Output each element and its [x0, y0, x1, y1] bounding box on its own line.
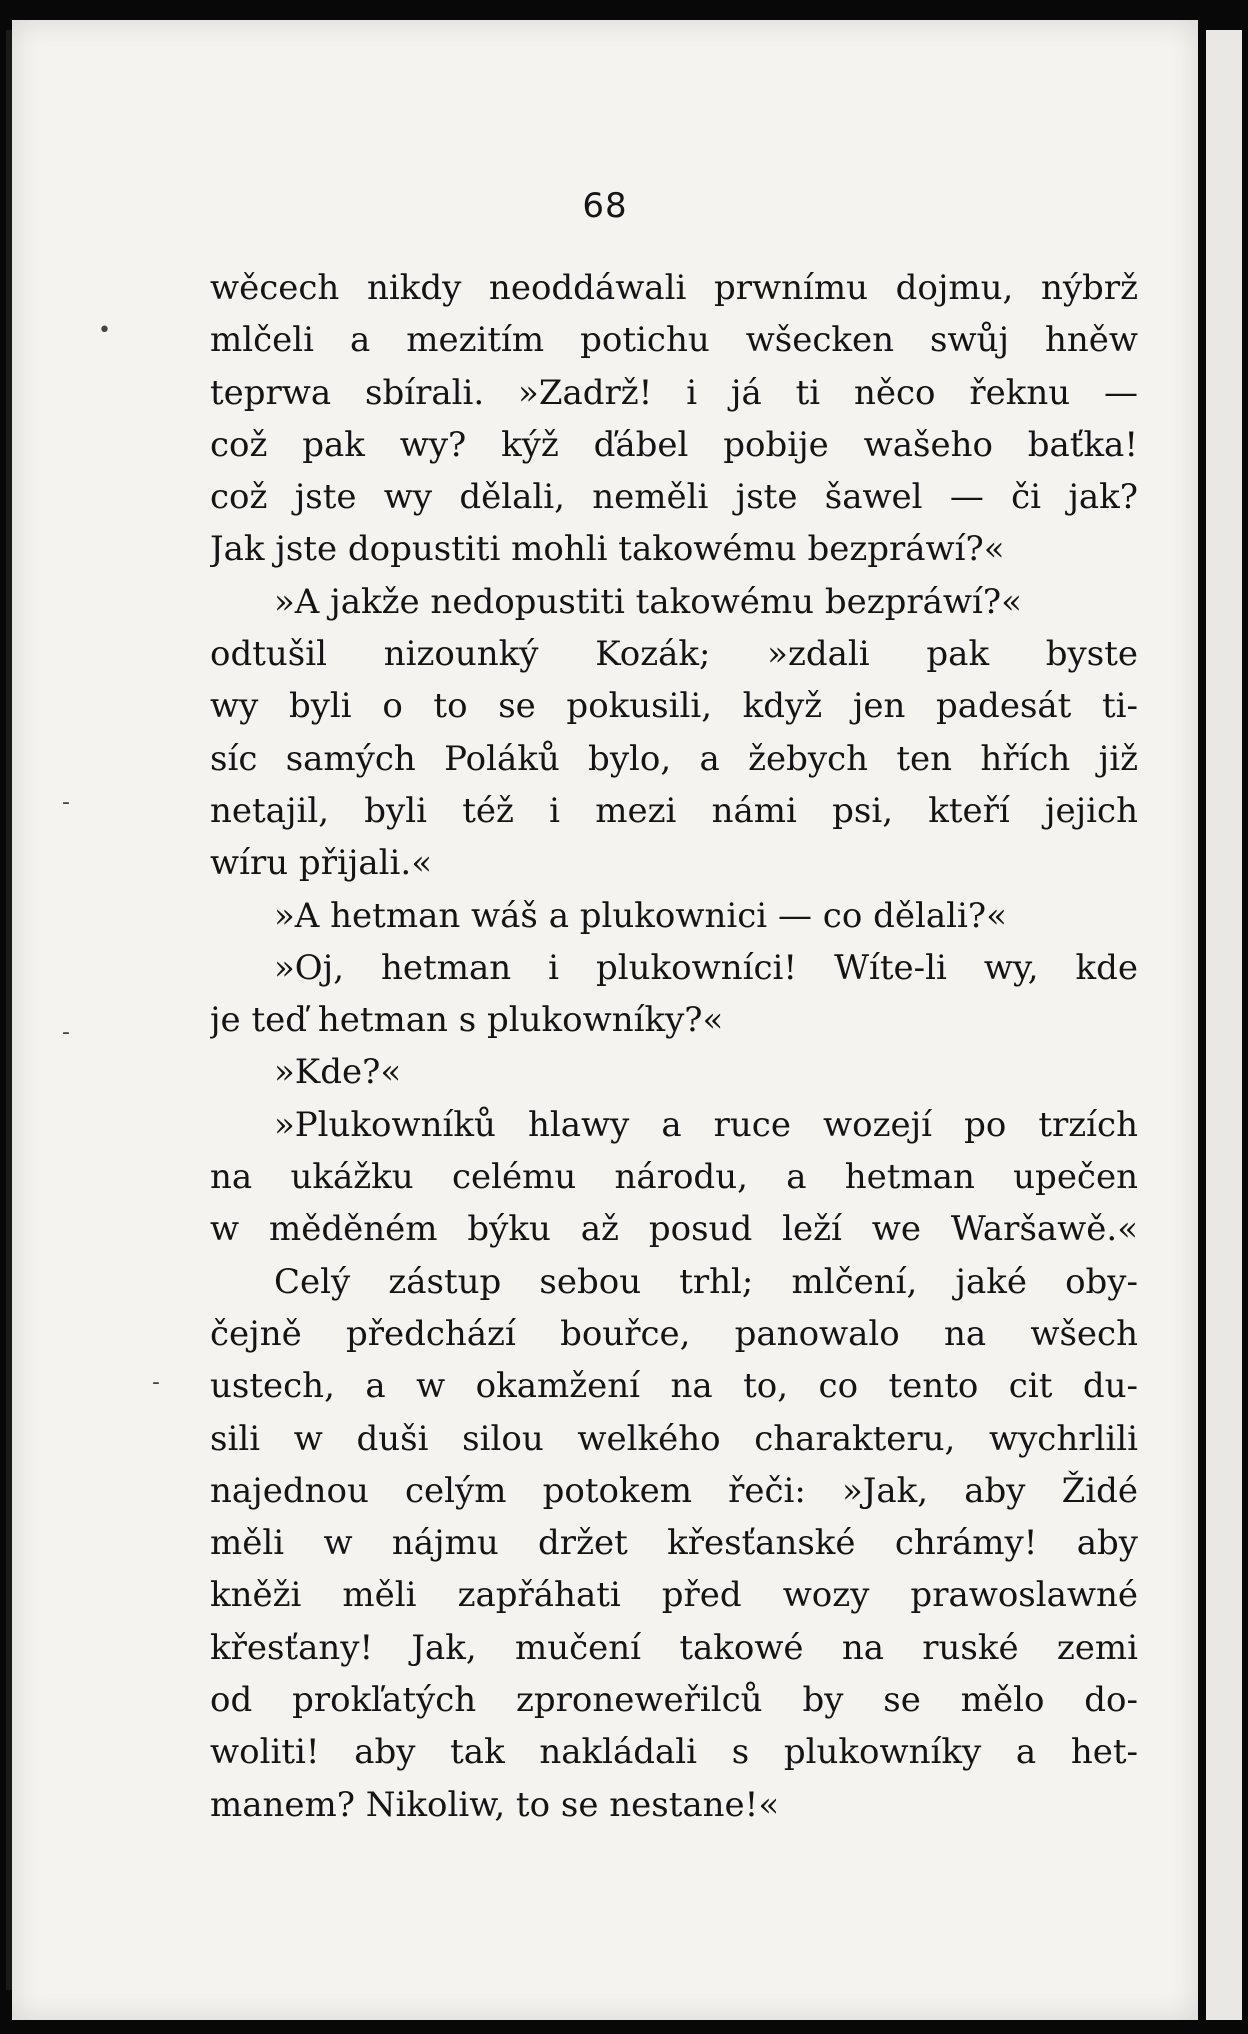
text-line: netajil, byli též i mezi námi psi, kteří jejich [210, 790, 1138, 831]
text-line: wíru přijali.« [210, 843, 432, 884]
text-line: »Oj, hetman i plukowníci! Wíte-li wy, kde [274, 947, 1138, 988]
text-line: čejně předchází bouřce, panowalo na wšech [210, 1313, 1138, 1354]
text-line: »A hetman wáš a plukownici — co dělali?« [274, 895, 1007, 936]
text-line: kněži měli zapřáhati před wozy prawoslawné [210, 1575, 1138, 1616]
text-line: od prokľatých zproneweřilců by se mělo do- [210, 1680, 1138, 1721]
text-line: w měděném býku až posud leží we Waršawě.« [210, 1209, 1138, 1250]
text-line: je teď hetman s plukowníky?« [210, 1000, 724, 1041]
text-line: sili w duši silou welkého charakteru, wychrlili [210, 1418, 1138, 1459]
margin-speck: • [98, 318, 111, 343]
text-line: odtušil nizounký Kozák; »zdali pak byste [210, 634, 1138, 675]
margin-speck: - [62, 1020, 70, 1045]
page-number: 68 [582, 186, 628, 226]
text-line: na ukážku celému národu, a hetman upečen [210, 1157, 1138, 1198]
text-line: wěcech nikdy neoddáwali prwnímu dojmu, nýbrž [210, 268, 1138, 308]
margin-speck: - [62, 790, 70, 815]
text-line: manem? Nikoliw, to se nestane!« [210, 1784, 780, 1825]
text-line: »Plukowníků hlawy a ruce wozejí po trzích [274, 1104, 1138, 1145]
text-line: »A jakže nedopustiti takowému bezpráwí?« [274, 581, 1022, 622]
body-text [210, 262, 1138, 1831]
text-line: což pak wy? kýž ďábel pobije wašeho baťka! [210, 424, 1138, 465]
text-line: křesťany! Jak, mučení takowé na ruské zemi [210, 1627, 1138, 1668]
margin-speck: - [152, 1370, 160, 1395]
text-line: wy byli o to se pokusili, když jen padesát ti- [210, 686, 1138, 727]
text-line: Jak jste dopustiti mohli takowému bezpráwí?« [210, 529, 1005, 570]
text-line: »Kde?« [274, 1052, 402, 1093]
book-page [12, 20, 1198, 2020]
text-line: mlčeli a mezitím potichu wšecken swůj hněw [210, 320, 1138, 361]
text-line: měli w nájmu držet křesťanské chrámy! aby [210, 1523, 1138, 1564]
text-line: což jste wy dělali, neměli jste šawel — či jak? [210, 477, 1138, 518]
text-line: ustech, a w okamžení na to, co tento cit du- [210, 1366, 1138, 1407]
text-line: Celý zástup sebou trhl; mlčení, jaké oby- [274, 1261, 1138, 1302]
text-line: síc samých Poláků bylo, a žebych ten hřích již [210, 738, 1138, 779]
text-line: najednou celým potokem řeči: »Jak, aby Židé [210, 1470, 1138, 1511]
adjacent-page-edge [1206, 30, 1242, 2020]
text-line: teprwa sbírali. »Zadrž! i já ti něco řeknu — [210, 372, 1138, 413]
text-line: woliti! aby tak nakládali s plukowníky a het- [210, 1732, 1138, 1773]
